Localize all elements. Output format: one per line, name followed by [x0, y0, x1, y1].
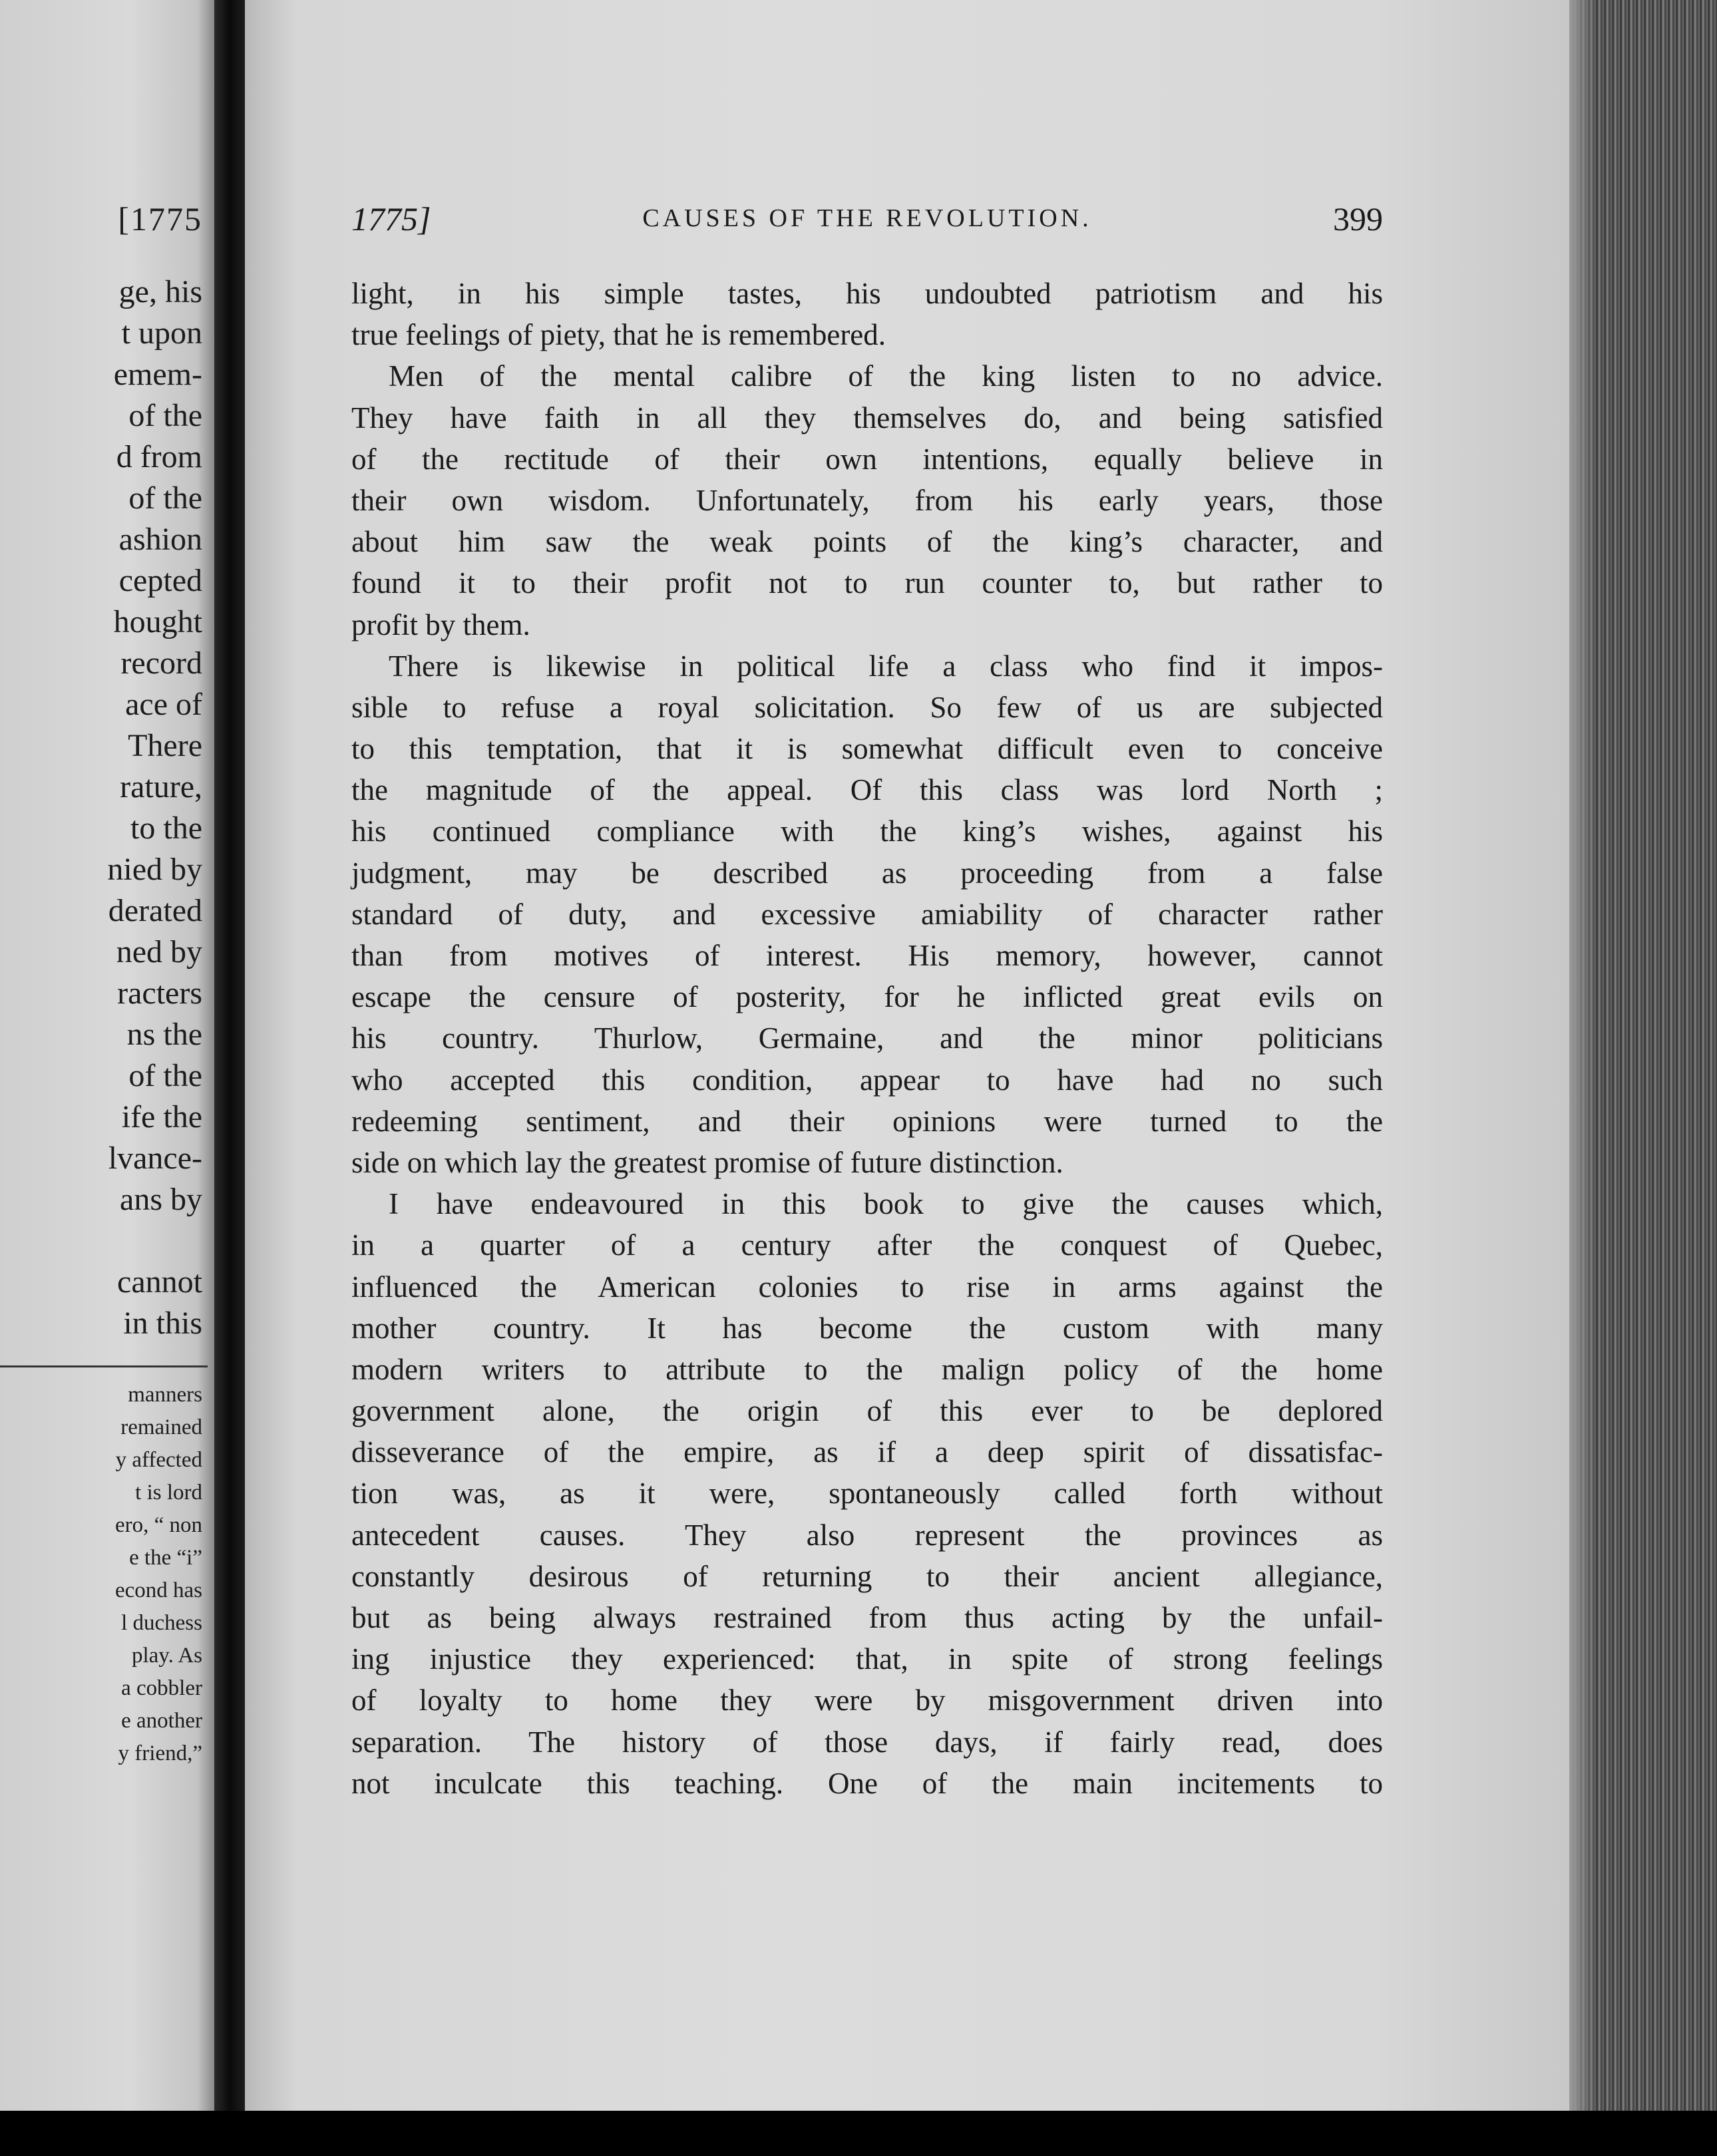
text-line: his continued compliance with the king’s wishes, against his: [351, 814, 1383, 848]
left-page-line: record: [120, 645, 202, 681]
footnote-line: e the “i”: [129, 1546, 202, 1570]
footnote-line: y friend,”: [118, 1741, 202, 1765]
text-line: about him saw the weak points of the king’s character, and: [351, 525, 1383, 559]
text-line: tion was, as it were, spontaneously called forth without: [351, 1477, 1383, 1511]
page-number: 399: [1333, 200, 1383, 238]
text-line: disseverance of the empire, as if a deep spirit of dissatisfac-: [351, 1435, 1383, 1469]
text-line: judgment, may be described as proceeding from a false: [351, 856, 1383, 890]
text-line: standard of duty, and excessive amiability of character rather: [351, 897, 1383, 931]
text-line: profit by them.: [351, 608, 530, 641]
page-fore-edge: [1569, 0, 1717, 2156]
text-line: They have faith in all they themselves do, and being satisfied: [351, 401, 1383, 435]
left-page-line: t upon: [121, 315, 202, 351]
left-page-line: ned by: [116, 934, 202, 970]
footnote-line: ero, “ non: [114, 1513, 202, 1537]
text-line: sible to refuse a royal solicitation. So few of us are subjected: [351, 690, 1383, 724]
left-page-header: [1775: [118, 200, 202, 238]
text-line: their own wisdom. Unfortunately, from his early years, those: [351, 483, 1383, 517]
text-line: true feelings of piety, that he is remembered.: [351, 318, 886, 352]
text-line: light, in his simple tastes, his undoubted patriotism and his: [351, 277, 1383, 310]
footnote-line: manners: [128, 1383, 202, 1407]
text-line: There is likewise in political life a class who find it impos-: [389, 649, 1383, 683]
footnote-line: e another: [121, 1709, 202, 1733]
left-page-line: of the: [128, 1058, 202, 1093]
main-page: [245, 0, 1569, 2111]
page-body: [351, 273, 1383, 1804]
running-head: [351, 200, 1383, 246]
left-page-line: derated: [108, 893, 202, 928]
book-gutter: [214, 0, 245, 2156]
text-line: of loyalty to home they were by misgovernment driven into: [351, 1684, 1383, 1717]
left-page-line: cepted: [118, 563, 202, 598]
left-page-footnotes: [115, 1379, 202, 1770]
text-line: escape the censure of posterity, for he inflicted great evils on: [351, 980, 1383, 1014]
text-line: who accepted this condition, appear to have had no such: [351, 1063, 1383, 1097]
left-page-line: There: [128, 728, 202, 763]
footnote-line: econd has: [114, 1578, 202, 1602]
text-line: modern writers to attribute to the malign policy of the home: [351, 1352, 1383, 1386]
left-page-line: of the: [128, 398, 202, 433]
text-line: separation. The history of those days, if fairly read, does: [351, 1725, 1383, 1759]
left-page-line: to the: [130, 810, 202, 846]
text-line: but as being always restrained from thus acting by the unfail-: [351, 1601, 1383, 1634]
left-page-line: lvance-: [108, 1141, 202, 1176]
text-line: Men of the mental calibre of the king listen to no advice.: [389, 359, 1383, 393]
left-page-line: ans by: [120, 1182, 202, 1217]
text-line: ing injustice they experienced: that, in spite of strong feelings: [351, 1642, 1383, 1676]
footnote-line: a cobbler: [121, 1676, 202, 1700]
left-page-line: emem-: [113, 357, 202, 392]
text-line: not inculcate this teaching. One of the main incitements to: [351, 1766, 1383, 1800]
footnote-line: remained: [120, 1415, 202, 1439]
text-line: found it to their profit not to run counter to, but rather to: [351, 566, 1383, 600]
left-page-line: nied by: [107, 852, 202, 887]
text-line: antecedent causes. They also represent the provinces as: [351, 1518, 1383, 1552]
footnote-rule: [0, 1365, 208, 1367]
left-facing-page: [0, 0, 214, 2116]
running-head-title: CAUSES OF THE REVOLUTION.: [642, 204, 1092, 232]
left-page-line: [107, 1220, 202, 1262]
text-line: in a quarter of a century after the conquest of Quebec,: [351, 1228, 1383, 1262]
text-line: mother country. It has become the custom with many: [351, 1311, 1383, 1345]
text-line: constantly desirous of returning to their ancient allegiance,: [351, 1559, 1383, 1593]
left-page-line: cannot: [117, 1264, 202, 1300]
text-line: influenced the American colonies to rise in arms against the: [351, 1270, 1383, 1304]
left-page-line: rature,: [120, 769, 202, 805]
text-line: to this temptation, that it is somewhat difficult even to conceive: [351, 732, 1383, 766]
left-page-line: d from: [116, 439, 202, 474]
footnote-line: y affected: [115, 1448, 202, 1472]
footnote-line: l duchess: [121, 1611, 202, 1635]
text-line: than from motives of interest. His memory, however, cannot: [351, 939, 1383, 972]
left-page-line: ge, his: [118, 274, 202, 309]
scan-border: [0, 2111, 1717, 2156]
text-line: of the rectitude of their own intentions, equally believe in: [351, 442, 1383, 476]
left-page-body: [107, 271, 202, 1344]
left-page-line: ace of: [125, 687, 202, 722]
text-line: side on which lay the greatest promise of future distinction.: [351, 1145, 1063, 1179]
left-page-line: of the: [128, 480, 202, 516]
left-page-line: hought: [113, 604, 202, 639]
footnote-line: t is lord: [135, 1481, 202, 1505]
left-page-line: ife the: [121, 1099, 202, 1135]
text-line: redeeming sentiment, and their opinions were turned to the: [351, 1104, 1383, 1138]
running-head-year: 1775]: [351, 200, 431, 238]
left-page-line: ashion: [118, 522, 202, 557]
text-line: government alone, the origin of this ever to be deplored: [351, 1394, 1383, 1428]
left-page-line: ns the: [126, 1017, 202, 1052]
text-line: the magnitude of the appeal. Of this class was lord North ;: [351, 773, 1383, 807]
footnote-line: play. As: [131, 1644, 202, 1668]
left-page-line: racters: [117, 976, 202, 1011]
text-line: his country. Thurlow, Germaine, and the minor politicians: [351, 1021, 1383, 1055]
left-page-line: in this: [123, 1306, 202, 1341]
text-line: I have endeavoured in this book to give the causes which,: [389, 1187, 1383, 1221]
